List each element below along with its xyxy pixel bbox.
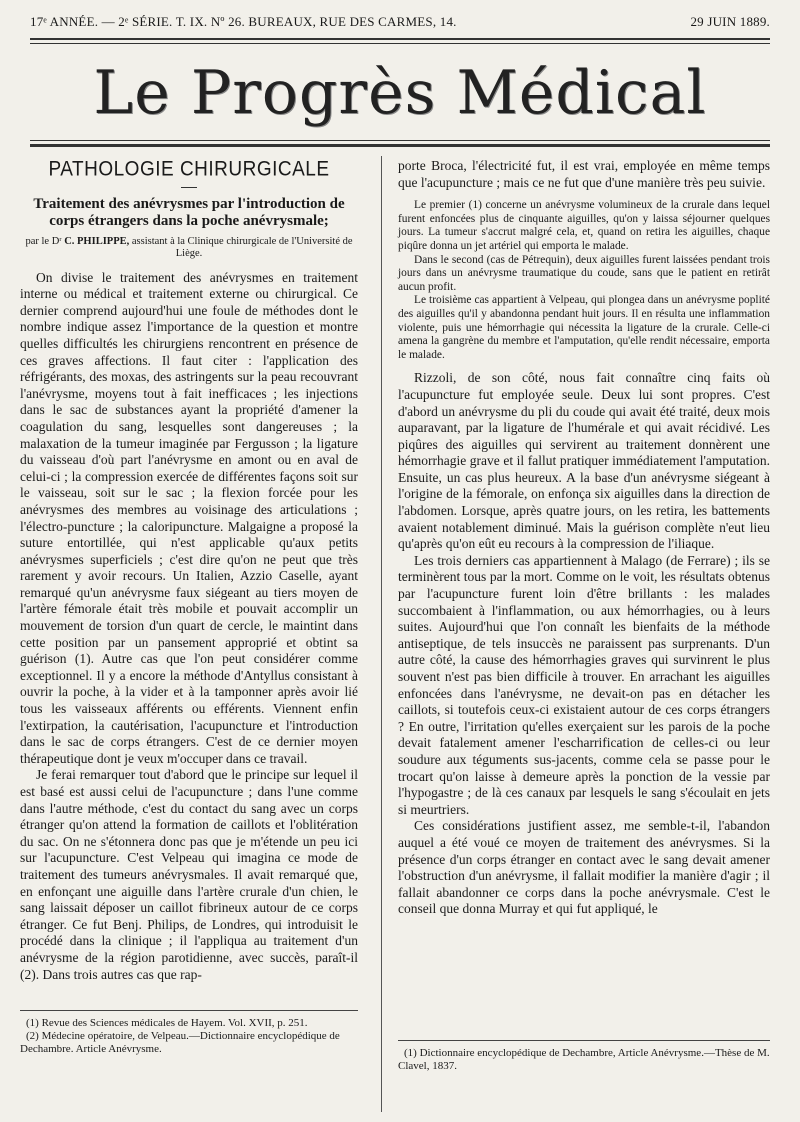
column-separator [381,156,382,1112]
right-paragraph-1: Rizzoli, de son côté, nous fait connaître cinq faits où l'acupuncture fut employée seule. Deux lui sont propres. C'est d'abord un anévrysme du pli du coude qui avait été traité, deux mois auparavant, par la ligature de l'humérale et qui avait récidivé. Les piqûres des aiguilles qui servirent au traitement donnèrent une hémorrhagie grave et il fallut pratiquer immédiatement l'amputation. Ensuite, un cas plus heureux. A la base d'un anévrysme siégeant à l'origine de la fémorale, on enfonça six aiguilles dans la direction de l'abdomen. Lorsque, après quatre jours, on les retira, les battements avaient notablement diminué. Mais la guérison complète n'eut lieu qu'après qu'on eût eu recours à la compression de l'iliaque. [398,370,770,552]
top-rule-thin [30,43,770,44]
masthead-rule [30,140,770,141]
footnote-2: (2) Médecine opératoire, de Velpeau.—Dictionnaire encyclopédique de Dechambre. Article Anévrysme. [20,1030,340,1055]
right-column [398,158,770,918]
right-intro: porte Broca, l'électricité fut, il est vrai, employée en même temps que l'acupuncture ; mais ce ne fut que d'une manière très peu suivie. [398,158,770,190]
footnote-1: (1) Revue des Sciences médicales de Hayem. Vol. XVII, p. 251. [26,1017,308,1029]
byline-author: C. PHILIPPE, [64,235,130,247]
left-paragraph-2: Je ferai remarquer tout d'abord que le principe sur lequel il est basé est aussi celui de l'acupuncture ; dans l'une comme dans l'autre méthode, c'est du contact du sang avec un corps étranger qu'on attend la formation de caillots et l'oblitération du sac. On ne s'étonnera donc pas que je m'étende un peu ici sur l'acupuncture. C'est Velpeau qui imagina ce mode de traitement des tumeurs anévrysmales. Il avait remarqué que, en enfonçant une aiguille dans l'artère crurale d'un chien, le sang laissait déposer un caillot fibrineux autour de ce corps étranger. Ce fut Benj. Philips, de Londres, qui introduisit le procédé dans la clinique ; il l'appliqua au traitement d'un anévrysme de la région parotidienne, avec succès, paraît-il (2). Dans trois autres cas que rap- [20,767,358,982]
case-2: Dans le second (cas de Pétrequin), deux aiguilles furent laissées pendant trois jours dans un anévrysme traumatique du coude, sans que le patient en retirât aucun profit. [398,253,770,293]
section-title: PATHOLOGIE CHIRURGICALE [48,157,330,181]
byline-prefix: par le Dʳ [25,235,62,247]
article-title: Traitement des anévrysmes par l'introduction de corps étrangers dans la poche anévrysmale; [33,195,345,229]
case-1: Le premier (1) concerne un anévrysme volumineux de la crurale dans lequel furent enfoncées plus de cinquante aiguilles, qu'on y laissa séjourner quelques jours. La tumeur s'accrut malgré cela, et, quand on retira les aiguilles, chaque piqûre donna un jet artériel qui emporta le malade. [398,199,770,252]
left-column [20,158,358,983]
case-3: Le troisième cas appartient à Velpeau, qui plongea dans un anévrysme poplité des aiguilles qu'il y abandonna pendant huit jours. Il en résulta une inflammation violente, puis une hémorrhagie qui nécessita la ligature de la crurale. Celle-ci amena la gangrène du membre et l'amputation, qu'elle rendit nécessaire, emporta le malade. [398,294,770,361]
right-paragraph-2: Les trois derniers cas appartiennent à Malago (de Ferrare) ; ils se terminèrent tous par la mort. Comme on le voit, les résultats obtenus par l'acupuncture furent loin d'être brillants : les malades succombaient à l'inflammation, ou aux hémorrhagies, ou à leurs suites. Aujourd'hui que l'on connaît les bienfaits de la méthode antiseptique, de tels insuccès ne paraissent pas surprenants. D'un autre côté, la cause des hémorrhagies graves qui survinrent le plus souvent n'est pas bien difficile à trouver. En arrachant les aiguilles enfoncées dans l'anévrysme, ne devait-on pas en détacher les caillots, si toutefois ceux-ci existaient autour de ces corps étrangers ? En outre, l'irritation qu'elles exerçaient sur les parois de la poche devait fatalement amener l'escharrification de celles-ci ou leur soudure aux téguments sus-jacents, comme cela se passe pour le trocart qu'on laisse à demeure après la ponction de la vessie par l'hypogastre ; de là ces canaux par lesquels le sang s'écoulait en jets si meurtriers. [398,552,770,817]
issue-line [30,14,770,32]
byline-affiliation: assistant à la Clinique chirurgicale de l'Université de Liège. [131,235,353,259]
case-list [398,199,770,362]
footnote-right-1: (1) Dictionnaire encyclopédique de Dechambre, Article Anévrysme.—Thèse de M. Clavel, 1837. [398,1047,770,1072]
title-dash [181,187,197,188]
masthead-title: Le Progrès Médical [93,58,707,128]
right-paragraph-3: Ces considérations justifient assez, me semble-t-il, l'abandon auquel a été voué ce moyen de traitement des anévrysmes. Si la présence d'un corps étranger en contact avec le sang devait amener l'obstruction d'un anévrysme, il fallait modifier la manière d'agir ; il fallait abandonner ce corps dans la poche anévrysmale. C'est le conseil que donna Murray et qui fut appliqué, le [398,818,770,917]
top-rule [30,38,770,40]
byline [20,236,358,260]
left-paragraph-1: On divise le traitement des anévrysmes en traitement interne ou médical et traitement externe ou chirurgical. Ce dernier comprend aujourd'hui une foule de méthodes dont le nombre indique assez l'importance de la question et montre quelles difficultés les chirurgiens rencontrent en présence de ces graves affections. Il faut citer : l'application des réfrigérants, des moxas, des astringents sur la peau recouvrant l'anévrysme, moyens tout à fait inefficaces ; les injections dans le sac de substances ayant la propriété d'amener la coagulation du sang, lesquelles sont dangereuses ; la malaxation de la tumeur imaginée par Fergusson ; la ligature du vaisseau d'où part l'anévrysme en amont ou en aval de celui-ci ; la compression exercée de différentes façons soit sur le vaisseau, soit sur le sac ; la flexion forcée pour les anévrysmes des membres au voisinage des articulations ; l'électro-puncture ; la caloripuncture. Malgaigne a proposé la suture entortillée, qui n'est applicable qu'aux petits anévrysmes superficiels ; c'est dire qu'on ne peut que très rarement y avoir recours. Un Italien, Azzio Caselle, ayant remarqué qu'un anévrysme faux siégeant au tiers moyen de l'artère fémorale était très mobile et pouvait accomplir un mouvement de torsion d'un quart de cercle, le maintint dans cette position par un pansement approprié et obtint sa guérison (1). Autre cas que l'on peut considérer comme exceptionnel. Il y a encore la méthode d'Antyllus consistant à ouvrir la poche, à la vider et à la tamponner après avoir lié tous les vaisseaux afférents ou efférents. Viennent enfin l'extirpation, la cautérisation, l'acupuncture et l'introduction dans le sac de corps étrangers. C'est de ce dernier moyen thérapeutique dont je veux m'occuper dans ce travail. [20,269,358,766]
issue-date: 29 JUIN 1889. [690,14,770,29]
left-footnotes [20,1010,358,1056]
issue-info: 17ᵉ ANNÉE. — 2ᵉ SÉRIE. T. IX. Nº 26. BUREAUX, RUE DES CARMES, 14. [30,14,457,29]
masthead-rule-thick [30,144,770,147]
right-footnotes [398,1040,770,1073]
